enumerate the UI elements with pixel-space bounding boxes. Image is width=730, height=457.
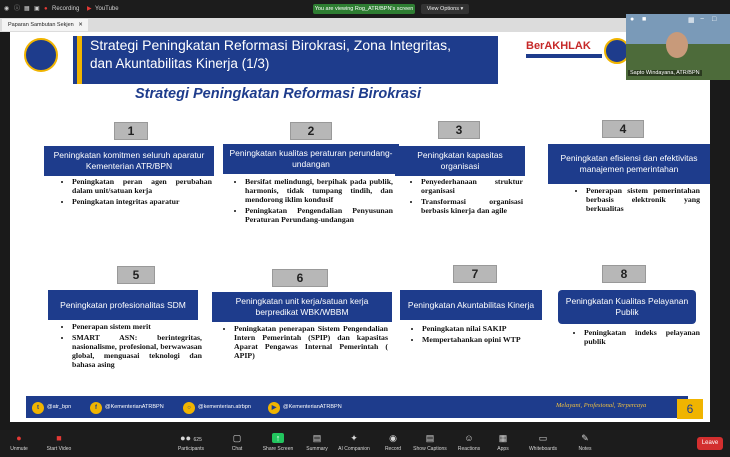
bullet-list — [44, 178, 218, 207]
item-body — [556, 329, 706, 389]
view-options-button[interactable]: View Options ▾ — [421, 4, 469, 14]
social-handle: @KementerianATRBPN — [283, 404, 342, 410]
facebook-icon: f — [90, 402, 102, 414]
camera-icon: ■ — [642, 16, 647, 23]
item-header: Peningkatan Kualitas Pelayanan Publik — [558, 290, 696, 324]
tab-label: Paparan Sambutan Sekjen — [8, 22, 74, 28]
bullet-item: • Peningkatan nilai SAKIP — [422, 325, 538, 334]
item-header: Peningkatan kualitas peraturan perundang-undangan — [223, 144, 399, 174]
item-body — [44, 178, 218, 258]
social-handle: @KementerianATRBPN — [105, 404, 164, 410]
participant-video[interactable] — [626, 14, 730, 80]
close-icon[interactable]: ✕ — [78, 22, 83, 28]
item-number: 4 — [602, 120, 644, 138]
youtube-icon: ▶ — [87, 6, 92, 12]
summary-icon: ▤ — [312, 433, 322, 443]
recording-label[interactable]: Recording — [52, 6, 80, 12]
item-number: 5 — [117, 266, 155, 284]
bullet-item: • SMART ASN: berintegritas, nasionalisme, profesional, berwawasan global, menguasai teknologi dan bahasa asing — [72, 334, 202, 370]
share-screen-icon: ↑ — [272, 433, 284, 443]
bullet-item: • Peningkatan Pengendalian Penyusunan Peraturan Perundang-undangan — [245, 207, 393, 225]
reactions-icon: ☺ — [464, 433, 474, 443]
record-icon: ◉ — [389, 433, 397, 443]
item-body — [217, 178, 399, 260]
social-handle: @atr_bpn — [47, 404, 72, 410]
participants-label: Participants — [177, 446, 205, 452]
chat-icon: ▢ — [232, 433, 242, 443]
tagline: Melayani, Profesional, Terpercaya — [556, 402, 647, 409]
minimize-icon[interactable]: − — [700, 16, 705, 23]
item-body — [206, 325, 394, 393]
youtube-label[interactable]: YouTube — [95, 6, 119, 12]
notes-label: Notes — [578, 446, 592, 452]
berakhlak-logo: BerAKHLAK — [526, 40, 591, 52]
whiteboard-icon: ▭ — [538, 433, 548, 443]
participants-icon: ●● 625 — [180, 433, 202, 443]
unmute-label: Unmute — [10, 446, 28, 452]
slide-title-line1: Strategi Peningkatan Reformasi Birokrasi, Zona Integritas, — [90, 37, 452, 53]
notes-icon: ✎ — [581, 433, 589, 443]
item-header: Peningkatan profesionalitas SDM — [48, 290, 198, 320]
grid-icon[interactable]: ▦ — [24, 6, 30, 12]
tab-bar — [0, 18, 730, 32]
instagram-icon: ○ — [183, 402, 195, 414]
twitter-icon: t — [32, 402, 44, 414]
item-body — [44, 323, 208, 393]
bullet-item: • Transformasi organisasi berbasis kinerja dan agile — [421, 198, 523, 216]
record-status-icon: ● — [44, 6, 48, 12]
item-header: Peningkatan efisiensi dan efektivitas manajemen pemerintahan — [548, 144, 710, 184]
ai-companion-icon: ✦ — [350, 433, 358, 443]
item-number: 1 — [114, 122, 148, 140]
page-number: 6 — [677, 399, 703, 419]
item-number: 7 — [453, 265, 497, 283]
bullet-item: • Bersifat melindungi, berpihak pada publik, harmonis, tidak tumpang tindih, dan mendorong iklim kondusif — [245, 178, 393, 205]
shield-icon[interactable]: ◉ — [4, 6, 10, 12]
item-header: Peningkatan unit kerja/satuan kerja berpredikat WBK/WBBM — [212, 292, 392, 322]
item-body — [393, 178, 529, 258]
summary-label: Summary — [306, 446, 328, 452]
tab-presentation[interactable] — [2, 19, 88, 31]
bullet-item: • Penerapan sistem merit — [72, 323, 202, 332]
expand-icon[interactable]: □ — [712, 16, 717, 23]
show-captions-label: Show Captions — [413, 446, 447, 452]
bullet-item: • Penerapan sistem pemerintahan berbasis elektronik yang berkualitas — [586, 187, 700, 214]
bullet-list — [394, 325, 544, 345]
bullet-list — [44, 323, 208, 370]
whiteboards-label: Whiteboards — [528, 446, 558, 452]
slide-title-line2: dan Akuntabilitas Kinerja (1/3) — [90, 56, 270, 71]
shared-slide — [10, 32, 710, 422]
apps-icon: ▦ — [498, 433, 508, 443]
grid-view-icon[interactable]: ▦ — [688, 17, 695, 24]
bullet-list — [556, 329, 706, 347]
mic-off-icon: ● — [630, 16, 635, 23]
bullet-item: • Peningkatan integritas aparatur — [72, 198, 212, 207]
apps-label: Apps — [497, 446, 509, 452]
participant-count: 625 — [193, 437, 202, 443]
item-header: Peningkatan kapasitas organisasi — [395, 146, 525, 176]
captions-icon: ▤ — [425, 433, 435, 443]
item-header: Peningkatan komitmen seluruh aparatur Kementerian ATR/BPN — [44, 146, 214, 176]
view-options-label: View Options — [426, 6, 459, 12]
atr-bpn-logo — [24, 38, 58, 72]
item-number: 8 — [602, 265, 646, 283]
bullet-list — [206, 325, 394, 361]
viewing-banner: You are viewing Rog_ATR/BPN's screen — [314, 6, 414, 12]
ai-companion-label: AI Companion — [338, 446, 370, 452]
title-accent — [77, 36, 82, 84]
video-off-icon: ■ — [56, 433, 62, 443]
leave-button[interactable]: Leave — [697, 437, 723, 450]
item-body — [394, 325, 544, 393]
reactions-label: Reactions — [457, 446, 481, 452]
participant-name: Sapto Windayana, ATR/BPN — [630, 70, 700, 76]
item-body — [558, 187, 706, 263]
bullet-item: • Peningkatan indeks pelayanan publik — [584, 329, 700, 347]
participants-button[interactable] — [166, 433, 216, 452]
person-avatar — [666, 32, 688, 58]
notes-button[interactable] — [560, 433, 610, 452]
item-number: 2 — [290, 122, 332, 140]
chat-label: Chat — [231, 446, 243, 452]
social-handle: @kementerian.atrbpn — [198, 404, 251, 410]
slide-subtitle: Strategi Peningkatan Reformasi Birokrasi — [135, 86, 422, 102]
bullet-list — [558, 187, 706, 214]
info-icon[interactable]: ⓘ — [14, 6, 21, 12]
start-video-button[interactable] — [34, 433, 84, 452]
item-number: 6 — [272, 269, 328, 287]
lock-icon[interactable]: ▣ — [34, 6, 40, 12]
record-label: Record — [384, 446, 402, 452]
bullet-list — [393, 178, 529, 216]
bullet-list — [217, 178, 399, 225]
start-video-label: Start Video — [46, 446, 72, 452]
bullet-item: • Peningkatan penerapan Sistem Pengendalian Intern Pemerintah (SPIP) dan kapasitas Aparat Pengawas Internal Pemerintah ( APIP) — [234, 325, 388, 361]
item-header: Peningkatan Akuntabilitas Kinerja — [400, 290, 542, 320]
bullet-item: • Penyederhanaan struktur organisasi — [421, 178, 523, 196]
bullet-item: • Mempertahankan opini WTP — [422, 336, 538, 345]
bullet-item: • Peningkatan peran agen perubahan dalam unit/satuan kerja — [72, 178, 212, 196]
item-number: 3 — [438, 121, 480, 139]
share-screen-label: Share Screen — [262, 446, 294, 452]
berakhlak-underline — [526, 54, 602, 58]
youtube-icon: ▶ — [268, 402, 280, 414]
mic-off-icon: ● — [16, 433, 22, 443]
